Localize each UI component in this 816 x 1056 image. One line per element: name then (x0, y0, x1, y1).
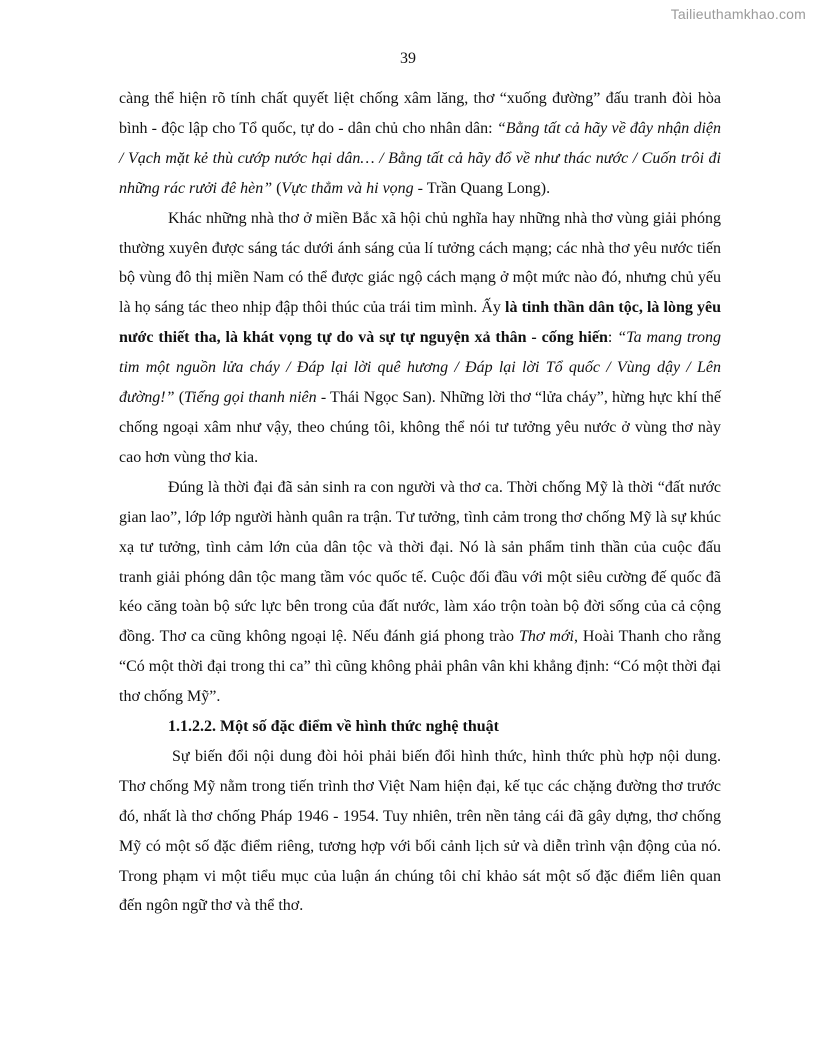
paragraph-3 (119, 473, 721, 712)
paragraph-1 (119, 84, 721, 204)
poem-quote: “Ta mang trong tim một nguồn lửa cháy / Đáp lại lời quê hương / Đáp lại lời Tổ quốc / Vùng dậy / Lên đường!” (119, 329, 721, 407)
text-span: ( (174, 389, 185, 407)
text-span: - Thái Ngọc San). Những lời thơ “lửa cháy”, hừng hực khí thế chống ngoại xâm như vậy, theo chúng tôi, không thể nói tư tưởng yêu nước ở vùng thơ này cao hơn vùng thơ kia. (119, 389, 722, 466)
page-number: 39 (400, 50, 416, 67)
bold-emphasis: là tinh thần dân tộc, là lòng yêu nước thiết tha, là khát vọng tự do và sự tự nguyện xả thân - cống hiến (119, 299, 722, 347)
text-span: : (607, 329, 618, 347)
movement-title: Thơ mới (519, 628, 574, 646)
poem-title: Tiếng gọi thanh niên (184, 389, 317, 407)
text-span: Khác những nhà thơ ở miền Bắc xã hội chủ nghĩa hay những nhà thơ vùng giải phóng thường xuyên được sáng tác dưới ánh sáng của lí tưởng cách mạng; các nhà thơ yêu nước tiến bộ vùng đô thị miền Nam có thể được giác ngộ cách mạng ở một mức nào đó, nhưng chủ yếu là họ sáng tác theo nhịp đập thôi thúc của trái tim mình. Ấy (119, 209, 721, 317)
watermark: Tailieuthamkhao.com (670, 6, 806, 22)
paragraph-4: Sự biến đổi nội dung đòi hỏi phải biến đổi hình thức, hình thức phù hợp nội dung. Thơ chống Mỹ nằm trong tiến trình thơ Việt Nam hiện đại, kế tục các chặng đường thơ trước đó, nhất là thơ chống Pháp 1946 - 1954. Tuy nhiên, trên nền tảng cái đã gây dựng, thơ chống Mỹ có một số đặc điểm riêng, tương hợp với bối cảnh lịch sử và diễn trình vận động của nó. Trong phạm vi một tiểu mục của luận án chúng tôi chỉ khảo sát một số đặc điểm liên quan đến ngôn ngữ thơ và thể thơ. (119, 747, 721, 915)
text-span: Đúng là thời đại đã sản sinh ra con người và thơ ca. Thời chống Mỹ là thời “đất nước gian lao”, lớp lớp người hành quân ra trận. Tư tưởng, tình cảm trong thơ chống Mỹ là sự khúc xạ tư tưởng, tình cảm lớn của dân tộc và thời đại. Nó là sản phẩm tinh thần của cuộc đấu tranh giải phóng dân tộc mang tầm vóc quốc tế. Cuộc đối đầu với một siêu cường đế quốc đã kéo căng toàn bộ sức lực bên trong của đất nước, làm xáo trộn toàn bộ đời sống của cả cộng đồng. Thơ ca cũng không ngoại lệ. Nếu đánh giá phong trào (119, 478, 721, 646)
text-span: càng thể hiện rõ tính chất quyết liệt chống xâm lăng, thơ “xuống đường” đấu tranh đòi hòa bình - độc lập cho Tổ quốc, tự do - dân chủ cho nhân dân: (119, 90, 721, 137)
document-body (119, 84, 721, 921)
section-heading: 1.1.2.2. Một số đặc điểm về hình thức nghệ thuật (168, 718, 499, 736)
text-span: , Hoài Thanh cho rằng “Có một thời đại trong thi ca” thì cũng không phải phân vân khi khẳng định: “Có một thời đại thơ chống Mỹ”. (119, 628, 721, 706)
poem-title: Vực thẳm và hi vọng (281, 179, 414, 197)
poem-quote: “Bằng tất cả hãy về đây nhận diện / Vạch mặt kẻ thù cướp nước hại dân… / Bằng tất cả hãy đổ về như thác nước / Cuốn trôi đi những rác rưởi đê hèn” (119, 119, 721, 197)
text-span: ( (272, 179, 282, 197)
paragraph-2 (119, 204, 721, 473)
text-span: - Trần Quang Long). (413, 179, 551, 197)
